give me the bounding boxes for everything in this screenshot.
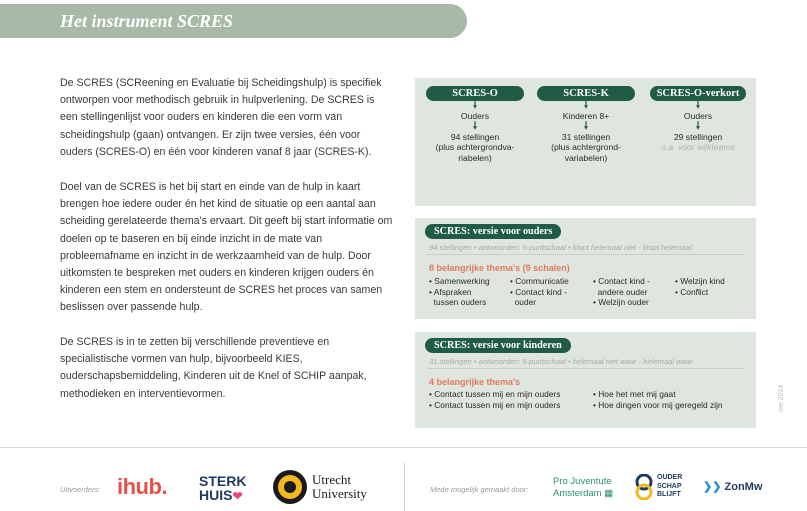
ouderschap-icon bbox=[633, 474, 655, 500]
arrow-down-icon: 🠗 bbox=[695, 100, 701, 111]
version-items: 29 stellingen bbox=[673, 131, 723, 142]
version-note: (plus achtergrond-variabelen) bbox=[551, 142, 621, 163]
arrow-down-icon: 🠗 bbox=[695, 120, 701, 132]
made-possible-label: Mede mogelijk gemaakt door: bbox=[430, 485, 529, 494]
version-target: Ouders bbox=[683, 111, 713, 121]
divider bbox=[427, 254, 744, 255]
uu-bottom: University bbox=[312, 486, 367, 501]
zonmw-logo bbox=[703, 480, 762, 493]
parents-subtitle: 94 stellingen • antwoorden: 5-puntschaal • klopt helemaal niet - klopt helemaal bbox=[429, 243, 692, 252]
parents-themes-title: 8 belangrijke thema's (9 schalen) bbox=[429, 263, 570, 273]
side-note bbox=[778, 372, 790, 412]
children-heading: SCRES: versie voor kinderen bbox=[425, 338, 571, 353]
heart-icon: ❤ bbox=[232, 489, 243, 503]
zonmw-icon: ❯❯ bbox=[703, 481, 722, 493]
page-title: Het instrument SCRES bbox=[60, 11, 234, 31]
sterkhuis-bottom: HUIS bbox=[199, 487, 233, 503]
pj-bottom: Amsterdam bbox=[553, 488, 602, 499]
theme-item: • Contact kind - bbox=[593, 276, 650, 286]
osb-3: BLIJFT bbox=[657, 491, 681, 498]
side-note-text: me 2024 bbox=[778, 384, 785, 412]
osb-1: OUDER bbox=[657, 474, 683, 481]
usage-paragraph: De SCRES is in te zetten bij verschillende preventieve en specialistische vormen van hulp, bijvoorbeeld KIES, ouderschapsbemiddeling, Kinderen uit de Knel of SCHIP aanpak, methodieken en interventievormen. bbox=[60, 336, 367, 400]
grid-icon: ▦ bbox=[604, 488, 614, 499]
zonmw-text: ZonMw bbox=[724, 481, 763, 493]
ihub-logo: ihub. bbox=[117, 474, 168, 499]
version-scres-o-verkort bbox=[648, 86, 748, 153]
divider bbox=[427, 368, 744, 369]
children-theme-col-1 bbox=[429, 389, 560, 410]
theme-item: • Samenwerking bbox=[429, 276, 490, 286]
children-themes-title: 4 belangrijke thema's bbox=[429, 377, 521, 387]
arrow-down-icon: 🠗 bbox=[472, 120, 478, 132]
children-version-box bbox=[415, 332, 756, 428]
theme-item: • Contact kind - bbox=[510, 286, 567, 297]
arrow-down-icon: 🠗 bbox=[472, 100, 478, 111]
children-subtitle: 31 stellingen • antwoorden: 5-puntschaal • helemaal niet waar - helemaal waar bbox=[429, 357, 693, 366]
pj-bottom-row bbox=[553, 488, 613, 500]
version-name: SCRES-O-verkort bbox=[650, 86, 746, 101]
intro-paragraph: De SCRES (SCReening en Evaluatie bij Scheidingshulp) is specifiek ontworpen voor methodisch gebruik in hulpverlening. De SCRES is een stellingenlijst voor ouders en kinderen die een vorm van scheidingshulp (gaan) ontvangen. Er zijn twee versies, één voor ouders (SCRES-O) en één voor kinderen vanaf 8 jaar (SCRES-K). bbox=[60, 77, 382, 158]
parents-theme-col-1 bbox=[429, 276, 490, 308]
version-name: SCRES-K bbox=[537, 86, 635, 101]
theme-item: andere ouder bbox=[593, 286, 648, 297]
pro-juventute-logo bbox=[553, 476, 613, 500]
osb-2: SCHAP bbox=[657, 482, 682, 490]
sterkhuis-logo bbox=[199, 474, 246, 503]
theme-item: • Welzijn ouder bbox=[593, 297, 649, 308]
parents-heading: SCRES: versie voor ouders bbox=[425, 224, 561, 239]
version-scres-o bbox=[425, 86, 525, 163]
sterkhuis-top: STERK bbox=[199, 473, 247, 489]
pj-top: Pro Juventute bbox=[553, 476, 612, 487]
theme-item: • Contact tussen mij en mijn ouders bbox=[429, 399, 561, 410]
parents-theme-col-2 bbox=[510, 276, 569, 308]
version-items: 31 stellingen bbox=[561, 131, 611, 142]
theme-item: • Welzijn kind bbox=[675, 276, 725, 286]
theme-item: • Communicatie bbox=[510, 276, 569, 286]
version-target: Ouders bbox=[460, 111, 490, 121]
arrow-down-icon: 🠗 bbox=[583, 120, 589, 132]
theme-item: • Hoe dingen voor mij geregeld zijn bbox=[593, 399, 723, 410]
parents-version-box bbox=[415, 218, 756, 319]
footer-divider bbox=[0, 447, 807, 448]
version-note: o.a. voor wijkteams bbox=[661, 142, 735, 153]
theme-item: • Conflict bbox=[675, 286, 709, 297]
sterkhuis-bottom-row bbox=[199, 488, 246, 503]
version-items: 94 stellingen bbox=[450, 131, 500, 142]
theme-item: • Contact tussen mij en mijn ouders bbox=[429, 389, 561, 399]
theme-item: ouder bbox=[510, 297, 537, 308]
children-theme-col-2 bbox=[593, 389, 723, 410]
parents-theme-col-3 bbox=[593, 276, 650, 308]
versions-box bbox=[415, 78, 756, 206]
version-note: (plus achtergrondva-riabelen) bbox=[435, 142, 515, 163]
version-name: SCRES-O bbox=[426, 86, 524, 101]
uu-seal-icon bbox=[272, 469, 308, 505]
footer-vertical-divider bbox=[404, 463, 405, 511]
version-target: Kinderen 8+ bbox=[562, 111, 610, 121]
theme-item: • Hoe het met mij gaat bbox=[593, 389, 676, 399]
parents-theme-col-4 bbox=[675, 276, 725, 297]
theme-item: • Afspraken bbox=[429, 286, 472, 297]
executors-label: Uitvoerders: bbox=[60, 485, 101, 494]
goal-paragraph: Doel van de SCRES is het bij start en einde van de hulp in kaart brengen hoe iedere ouder én het kind de situatie op een aantal aan scheiding gerelateerde thema's ervaart. Dit geeft bij start informatie om doelen op te baseren en bij einde inzicht in de mate van probleemafname en inzicht in de werkzaamheid van de hulp. Door uitkomsten te bespreken met ouders en kinderen krijgen ouders én kinderen een stem en ondersteunt de SCRES het proces van samen beslissen over passende hulp. bbox=[60, 181, 393, 314]
version-scres-k bbox=[536, 86, 636, 163]
theme-item: tussen ouders bbox=[429, 297, 487, 308]
uu-top: Utrecht bbox=[312, 472, 351, 487]
arrow-down-icon: 🠗 bbox=[583, 100, 589, 111]
